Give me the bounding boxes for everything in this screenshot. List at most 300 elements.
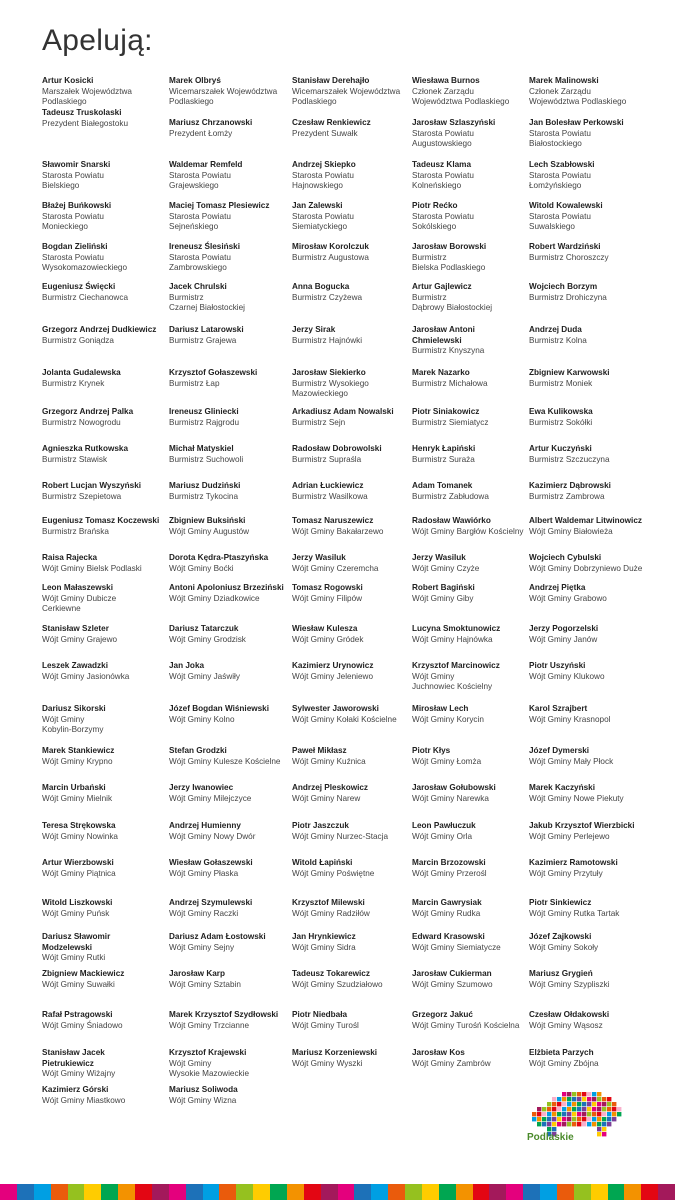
signatory-role: Wójt Gminy Narewka [412, 793, 489, 803]
signatory-role: Burmistrz Kolna [529, 335, 587, 345]
signatory-role: Wójt Gminy Trzcianne [169, 1020, 250, 1030]
logo-tile [587, 1102, 591, 1106]
signatory-role: Wójt Gminy Siemiatycze [412, 942, 501, 952]
logo-tile [607, 1117, 611, 1121]
signatory-name: Agnieszka Rutkowska [42, 444, 128, 453]
signatory-entry [169, 932, 293, 953]
signatory-name: Albert Waldemar Litwinowicz [529, 516, 642, 525]
signatory-name: Waldemar Remfeld [169, 160, 243, 169]
signatory-entry [292, 932, 416, 953]
signatory-name: Radosław Wawiórko [412, 516, 491, 525]
signatory-role: Starosta Powiatu Bielskiego [42, 170, 104, 191]
signatory-entry [169, 481, 293, 502]
logo-tile [532, 1112, 536, 1116]
signatory-role: Starosta Powiatu Sejneńskiego [169, 211, 231, 232]
logo-tile [597, 1127, 601, 1131]
signatory-name: Artur Gajlewicz [412, 282, 472, 291]
logo-tile [562, 1097, 566, 1101]
signatory-entry [169, 1085, 293, 1106]
signatory-name: Mariusz Korzeniewski [292, 1048, 378, 1057]
logo-tile [552, 1102, 556, 1106]
signatory-name: Leszek Zawadzki [42, 661, 108, 670]
signatory-role: Wójt Gminy Juchnowiec Kościelny [412, 671, 493, 692]
signatory-name: Jan Zalewski [292, 201, 343, 210]
signatory-entry [529, 704, 653, 725]
signatory-entry [42, 325, 166, 346]
signatory-name: Piotr Siniakowicz [412, 407, 480, 416]
stripe-segment [456, 1184, 473, 1200]
signatory-entry [292, 160, 416, 192]
stripe-segment [0, 1184, 17, 1200]
logo-tile [592, 1097, 596, 1101]
signatory-entry [42, 160, 166, 192]
logo-tile [587, 1122, 591, 1126]
logo-tile [597, 1122, 601, 1126]
logo-tile [542, 1122, 546, 1126]
signatory-name: Kazimierz Dąbrowski [529, 481, 611, 490]
signatory-entry [412, 1048, 536, 1069]
stripe-segment [354, 1184, 371, 1200]
signatory-entry [412, 118, 536, 150]
signatories-grid [42, 76, 675, 1116]
logo-tile [577, 1122, 581, 1126]
signatory-entry [412, 201, 536, 233]
signatory-role: Wójt Gminy Przytuły [529, 868, 603, 878]
signatory-role: Członek Zarządu Województwa Podlaskiego [529, 86, 627, 107]
signatory-entry [529, 898, 653, 919]
signatory-name: Robert Lucjan Wyszyński [42, 481, 142, 490]
signatory-role: Wójt Gminy Kolno [169, 714, 235, 724]
stripe-segment [557, 1184, 574, 1200]
signatory-name: Andrzej Pleskowicz [292, 783, 368, 792]
signatory-name: Witold Kowalewski [529, 201, 603, 210]
signatory-name: Ireneusz Gliniecki [169, 407, 239, 416]
signatory-entry [292, 583, 416, 604]
signatory-entry [412, 516, 536, 537]
signatory-entry [42, 201, 166, 233]
signatory-entry [529, 407, 653, 428]
signatory-entry [529, 624, 653, 645]
signatory-name: Grzegorz Andrzej Dudkiewicz [42, 325, 157, 334]
signatory-entry [42, 898, 166, 919]
signatory-name: Piotr Rećko [412, 201, 458, 210]
signatory-role: Wójt Gminy Sejny [169, 942, 235, 952]
signatory-name: Tadeusz Tokarewicz [292, 969, 370, 978]
logo-tile [597, 1092, 601, 1096]
signatory-name: Marek Olbryś [169, 76, 221, 85]
signatory-entry [412, 969, 536, 990]
stripe-segment [152, 1184, 169, 1200]
signatory-entry [42, 583, 166, 615]
logo-tile [552, 1112, 556, 1116]
signatory-name: Bogdan Zieliński [42, 242, 108, 251]
signatory-name: Kazimierz Urynowicz [292, 661, 374, 670]
signatory-name: Witold Łapiński [292, 858, 353, 867]
signatory-name: Witold Liszkowski [42, 898, 113, 907]
stripe-segment [84, 1184, 101, 1200]
logo-tile [562, 1117, 566, 1121]
signatory-role: Wójt Gminy Bielsk Podlaski [42, 563, 142, 573]
signatory-role: Wójt Gminy Grabowo [529, 593, 607, 603]
signatory-entry [412, 444, 536, 465]
signatory-entry [292, 444, 416, 465]
logo-tile [542, 1117, 546, 1121]
signatory-entry [529, 201, 653, 233]
logo-tile [557, 1102, 561, 1106]
signatory-name: Piotr Niedbała [292, 1010, 348, 1019]
signatory-entry [42, 444, 166, 465]
signatory-role: Starosta Powiatu Zambrowskiego [169, 252, 231, 273]
logo-tile [607, 1102, 611, 1106]
signatory-role: Prezydent Łomży [169, 128, 233, 138]
signatory-entry [529, 783, 653, 804]
logo-tile [552, 1127, 556, 1131]
signatory-role: Wójt Gminy Piątnica [42, 868, 116, 878]
logo-tile [577, 1107, 581, 1111]
signatory-role: Wójt Gminy Wąsosz [529, 1020, 603, 1030]
signatory-name: Elżbieta Parzych [529, 1048, 594, 1057]
signatory-entry [529, 444, 653, 465]
signatory-name: Tadeusz Truskolaski [42, 108, 122, 117]
signatory-entry [529, 969, 653, 990]
signatory-entry [412, 858, 536, 879]
logo-tile [547, 1107, 551, 1111]
signatory-role: Wójt Gminy Rudka [412, 908, 481, 918]
signatory-role: Burmistrz Michałowa [412, 378, 488, 388]
signatory-entry [412, 624, 536, 645]
signatory-role: Wójt Gminy Szudziałowo [292, 979, 383, 989]
signatory-role: Wójt Gminy Płaska [169, 868, 239, 878]
signatory-role: Starosta Powiatu Łomżyńskiego [529, 170, 591, 191]
logo-tile [542, 1107, 546, 1111]
stripe-segment [540, 1184, 557, 1200]
signatory-role: Wójt Gminy Hajnówka [412, 634, 493, 644]
signatory-role: Burmistrz Sokółki [529, 417, 593, 427]
logo-tile [567, 1102, 571, 1106]
signatory-entry [42, 1085, 166, 1106]
signatory-name: Robert Wardziński [529, 242, 601, 251]
signatory-entry [169, 821, 293, 842]
signatory-name: Jarosław Gołubowski [412, 783, 496, 792]
signatory-entry [292, 969, 416, 990]
signatory-role: Burmistrz Bielska Podlaskiego [412, 252, 486, 273]
signatory-name: Artur Wierzbowski [42, 858, 114, 867]
signatory-entry [412, 821, 536, 842]
stripe-segment [287, 1184, 304, 1200]
logo-tile [592, 1122, 596, 1126]
signatory-role: Starosta Powiatu Sokólskiego [412, 211, 474, 232]
signatory-name: Jerzy Wasiluk [412, 553, 466, 562]
signatory-name: Lucyna Smoktunowicz [412, 624, 501, 633]
signatory-role: Marszałek Województwa Podlaskiego [42, 86, 132, 107]
signatory-name: Jan Hrynkiewicz [292, 932, 356, 941]
signatory-entry [169, 160, 293, 192]
signatory-role: Wójt Gminy Raczki [169, 908, 239, 918]
signatory-entry [412, 76, 536, 108]
signatory-role: Wójt Gminy Zbójna [529, 1058, 599, 1068]
signatory-name: Wojciech Cybulski [529, 553, 602, 562]
signatory-name: Czesław Ołdakowski [529, 1010, 610, 1019]
logo-tile [587, 1097, 591, 1101]
signatory-role: Wójt Gminy Nurzec-Stacja [292, 831, 388, 841]
stripe-segment [34, 1184, 51, 1200]
signatory-entry [412, 325, 536, 357]
signatory-role: Wójt Gminy Turośl [292, 1020, 359, 1030]
signatory-role: Burmistrz Supraśla [292, 454, 362, 464]
signatory-name: Józef Bogdan Wiśniewski [169, 704, 270, 713]
signatory-entry [292, 201, 416, 233]
logo-tile [562, 1107, 566, 1111]
signatory-name: Raisa Rajecka [42, 553, 98, 562]
signatory-name: Krzysztof Marcinowicz [412, 661, 500, 670]
signatory-entry [42, 481, 166, 502]
signatory-name: Sylwester Jaworowski [292, 704, 379, 713]
signatory-entry [169, 704, 293, 725]
signatory-entry [169, 783, 293, 804]
signatory-name: Ireneusz Ślesiński [169, 242, 240, 251]
logo-tile [602, 1122, 606, 1126]
logo-tile [562, 1102, 566, 1106]
stripe-segment [51, 1184, 68, 1200]
signatory-role: Wójt Gminy Miastkowo [42, 1095, 126, 1105]
signatory-name: Kazimierz Górski [42, 1085, 109, 1094]
signatory-role: Burmistrz Augustowa [292, 252, 369, 262]
signatory-entry [529, 481, 653, 502]
signatory-name: Dorota Kędra-Ptaszyńska [169, 553, 269, 562]
signatory-entry [42, 969, 166, 990]
signatory-name: Marcin Urbański [42, 783, 106, 792]
signatory-name: Andrzej Szymulewski [169, 898, 253, 907]
logo-tile [602, 1117, 606, 1121]
signatory-role: Wójt Gminy Klukowo [529, 671, 605, 681]
logo-tile [587, 1112, 591, 1116]
logo-tile [597, 1097, 601, 1101]
logo-tile [582, 1122, 586, 1126]
signatory-role: Wójt Gminy Rutka Tartak [529, 908, 620, 918]
signatory-entry [169, 242, 293, 274]
signatory-entry [412, 481, 536, 502]
signatory-entry [169, 553, 293, 574]
logo-tile [542, 1112, 546, 1116]
stripe-segment [17, 1184, 34, 1200]
signatory-name: Henryk Łapiński [412, 444, 476, 453]
signatory-name: Marek Krzysztof Szydłowski [169, 1010, 279, 1019]
signatory-entry [292, 704, 416, 725]
signatory-name: Dariusz Latarowski [169, 325, 244, 334]
logo-tile [582, 1092, 586, 1096]
logo-tile [577, 1092, 581, 1096]
logo-tile [597, 1132, 601, 1136]
signatory-name: Piotr Sinkiewicz [529, 898, 592, 907]
signatory-role: Wicemarszałek Województwa Podlaskiego [292, 86, 401, 107]
signatory-role: Wójt Gminy Kulesze Kościelne [169, 756, 281, 766]
signatory-name: Adrian Łuckiewicz [292, 481, 364, 490]
signatory-entry [292, 821, 416, 842]
signatory-entry [42, 516, 166, 537]
logo-tile [547, 1122, 551, 1126]
signatory-entry [412, 704, 536, 725]
signatory-entry [42, 624, 166, 645]
signatory-name: Jerzy Pogorzelski [529, 624, 599, 633]
signatory-role: Wójt Gminy Orla [412, 831, 473, 841]
logo-tile [572, 1117, 576, 1121]
signatory-name: Paweł Mikłasz [292, 746, 347, 755]
signatory-name: Błażej Buńkowski [42, 201, 112, 210]
stripe-segment [658, 1184, 675, 1200]
signatory-name: Grzegorz Jakuć [412, 1010, 473, 1019]
signatory-name: Marek Kaczyński [529, 783, 595, 792]
signatory-role: Wójt Gminy Jaświły [169, 671, 240, 681]
signatory-role: Burmistrz Szczuczyna [529, 454, 610, 464]
signatory-role: Członek Zarządu Województwa Podlaskiego [412, 86, 510, 107]
signatory-name: Jerzy Wasiluk [292, 553, 346, 562]
signatory-entry [292, 624, 416, 645]
signatory-entry [292, 898, 416, 919]
logo-tile [562, 1122, 566, 1126]
signatory-name: Jerzy Iwanowiec [169, 783, 234, 792]
logo-tile [547, 1112, 551, 1116]
signatory-entry [412, 407, 536, 428]
signatory-entry [529, 118, 653, 150]
signatory-entry [412, 553, 536, 574]
stripe-segment [489, 1184, 506, 1200]
stripe-segment [101, 1184, 118, 1200]
logo-tile [572, 1107, 576, 1111]
signatory-entry [42, 661, 166, 682]
signatory-role: Wicemarszałek Województwa Podlaskiego [169, 86, 278, 107]
logo-label: Podlaskie [527, 1132, 574, 1143]
signatory-name: Eugeniusz Święcki [42, 282, 116, 291]
signatory-entry [412, 368, 536, 389]
logo-tile [607, 1107, 611, 1111]
signatory-entry [292, 783, 416, 804]
signatory-entry [169, 898, 293, 919]
signatory-entry [292, 325, 416, 346]
logo-tile [537, 1107, 541, 1111]
signatory-role: Wójt Gminy Janów [529, 634, 598, 644]
signatory-entry [169, 1010, 293, 1031]
stripe-segment [388, 1184, 405, 1200]
logo-tile [562, 1092, 566, 1096]
page-title: Apelują: [42, 24, 153, 57]
stripe-segment [270, 1184, 287, 1200]
signatory-name: Mirosław Lech [412, 704, 469, 713]
signatory-entry [412, 898, 536, 919]
signatory-entry [169, 661, 293, 682]
logo-tile [572, 1122, 576, 1126]
signatory-name: Karol Szrajbert [529, 704, 588, 713]
signatory-role: Burmistrz Czarnej Białostockiej [169, 292, 245, 313]
logo-tile [602, 1107, 606, 1111]
signatory-role: Wójt Gminy Jasionówka [42, 671, 130, 681]
logo-tile [567, 1122, 571, 1126]
signatory-name: Marcin Gawrysiak [412, 898, 482, 907]
logo-tile [582, 1102, 586, 1106]
signatory-role: Burmistrz Drohiczyna [529, 292, 607, 302]
signatory-role: Burmistrz Moniek [529, 378, 593, 388]
signatory-role: Wójt Gminy Radziłów [292, 908, 370, 918]
signatory-name: Józef Dymerski [529, 746, 590, 755]
signatory-name: Sławomir Snarski [42, 160, 111, 169]
stripe-segment [135, 1184, 152, 1200]
logo-tile [587, 1107, 591, 1111]
signatory-name: Tadeusz Klama [412, 160, 471, 169]
signatory-entry [169, 624, 293, 645]
logo-tile [557, 1117, 561, 1121]
signatory-role: Burmistrz Nowogrodu [42, 417, 121, 427]
logo-tile [602, 1112, 606, 1116]
signatory-name: Czesław Renkiewicz [292, 118, 371, 127]
logo-tile [547, 1102, 551, 1106]
signatory-role: Wójt Gminy Czeremcha [292, 563, 379, 573]
signatory-name: Zbigniew Buksiński [169, 516, 246, 525]
signatory-role: Burmistrz Rajgrodu [169, 417, 240, 427]
signatory-entry [292, 118, 416, 139]
logo-tile [607, 1122, 611, 1126]
signatory-role: Wójt Gminy Puńsk [42, 908, 110, 918]
logo-tile [582, 1107, 586, 1111]
stripe-segment [321, 1184, 338, 1200]
signatory-entry [42, 407, 166, 428]
logo-tile [592, 1092, 596, 1096]
signatory-name: Tomasz Rogowski [292, 583, 363, 592]
signatory-name: Artur Kosicki [42, 76, 94, 85]
signatory-entry [529, 76, 653, 108]
signatory-role: Burmistrz Suchowoli [169, 454, 244, 464]
signatory-role: Wójt Gminy Korycin [412, 714, 484, 724]
signatory-entry [292, 407, 416, 428]
signatory-entry [529, 242, 653, 263]
signatory-role: Burmistrz Czyżewa [292, 292, 363, 302]
signatory-name: Jarosław Szlaszyński [412, 118, 496, 127]
signatory-role: Wójt Gminy Milejczyce [169, 793, 252, 803]
logo-tile [577, 1102, 581, 1106]
signatory-entry [169, 746, 293, 767]
logo-tile [592, 1112, 596, 1116]
stripe-segment [506, 1184, 523, 1200]
signatory-role: Wójt Gminy Dubicze Cerkiewne [42, 593, 117, 614]
signatory-entry [292, 242, 416, 263]
signatory-role: Wójt Gminy Zambrów [412, 1058, 491, 1068]
signatory-role: Wójt Gminy Dobrzyniewo Duże [529, 563, 643, 573]
signatory-role: Wójt Gminy Wyszki [292, 1058, 363, 1068]
signatory-role: Starosta Powiatu Białostockiego [529, 128, 591, 149]
signatory-entry [169, 516, 293, 537]
logo-tile [547, 1127, 551, 1131]
signatory-entry [529, 160, 653, 192]
signatory-entry [412, 932, 536, 953]
signatory-name: Piotr Uszyński [529, 661, 586, 670]
signatory-name: Adam Tomanek [412, 481, 473, 490]
logo-tile [557, 1112, 561, 1116]
signatory-entry [42, 704, 166, 736]
signatory-role: Wójt Gminy Narew [292, 793, 361, 803]
signatory-role: Wójt Gminy Perlejewo [529, 831, 610, 841]
signatory-role: Burmistrz Zambrowa [529, 491, 605, 501]
signatory-role: Burmistrz Suraża [412, 454, 475, 464]
signatory-entry [529, 282, 653, 303]
signatory-role: Wójt Gminy Kobylin-Borzymy [42, 714, 104, 735]
signatory-entry [169, 76, 293, 108]
signatory-role: Starosta Powiatu Grajewskiego [169, 170, 231, 191]
signatory-entry [42, 368, 166, 389]
signatory-name: Mariusz Soliwoda [169, 1085, 238, 1094]
signatory-entry [529, 583, 653, 604]
signatory-entry [292, 746, 416, 767]
signatory-entry [412, 242, 536, 274]
signatory-name: Antoni Apoloniusz Brzeziński [169, 583, 284, 592]
signatory-name: Krzysztof Krajewski [169, 1048, 247, 1057]
